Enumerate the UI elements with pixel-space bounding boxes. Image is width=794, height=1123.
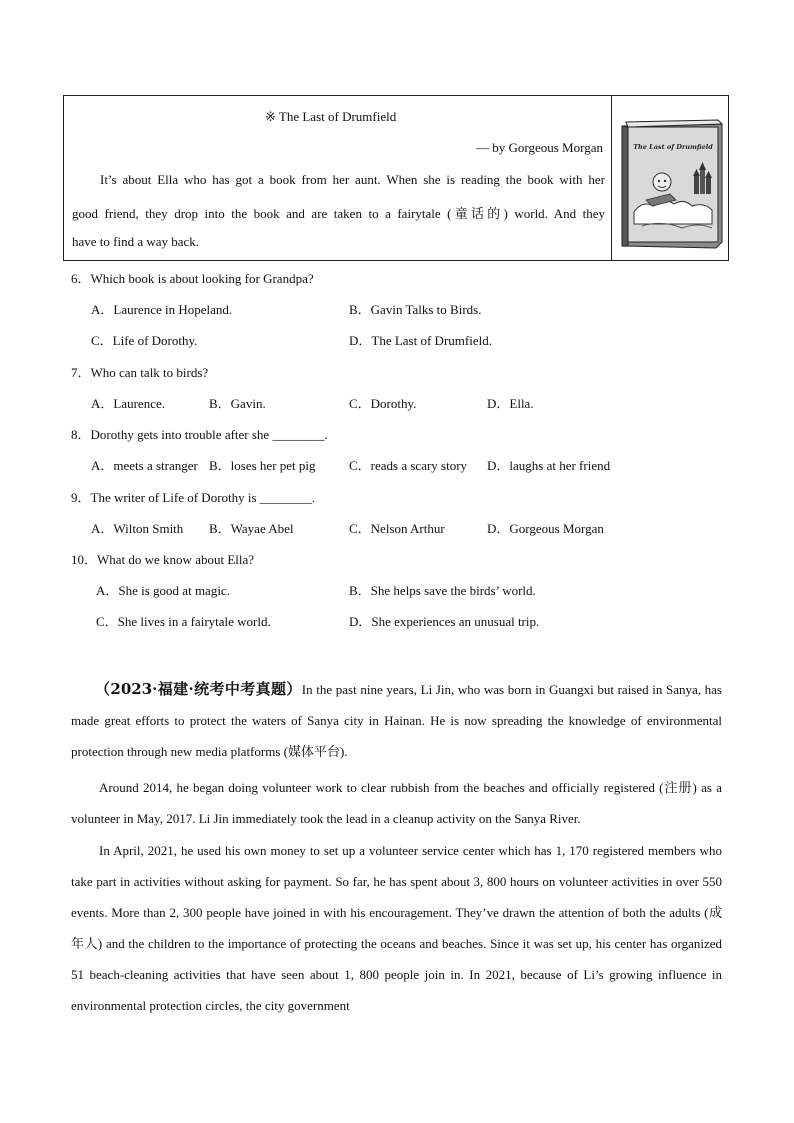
- book-title: ※ The Last of Drumfield: [265, 109, 397, 124]
- passage-paragraph-2: Around 2014, he began doing volunteer work to clear rubbish from the beaches and officially registered (注册) as a volunteer in May, 2017. Li Jin immediately took the lead in a cleanup activity on the Sanya River.: [71, 780, 722, 826]
- book-info-box: [63, 95, 729, 261]
- book-desc-line-1: It’s about Ella who has got a book from her aunt. When she is reading the book with her: [100, 172, 605, 187]
- passage-paragraph-1: [71, 674, 722, 767]
- question-8-stem: 8．Dorothy gets into trouble after she ________.: [71, 427, 328, 442]
- book-desc-line-3: have to find a way back.: [72, 234, 200, 249]
- question-9-option-c: C．Nelson Arthur: [349, 521, 445, 536]
- passage-heading: （2023·福建·统考中考真题）: [95, 680, 302, 698]
- question-8-option-b: B．loses her pet pig: [209, 458, 316, 473]
- question-7-stem: 7．Who can talk to birds?: [71, 365, 209, 380]
- question-6-option-a: A．Laurence in Hopeland.: [91, 302, 233, 317]
- book-author: — by Gorgeous Morgan: [476, 140, 603, 155]
- question-8-option-c: C．reads a scary story: [349, 458, 468, 473]
- question-9-option-b: B．Wayae Abel: [209, 521, 294, 536]
- question-10-option-c: C．She lives in a fairytale world.: [96, 614, 271, 629]
- question-6-stem: 6．Which book is about looking for Grandpa?: [71, 271, 314, 286]
- question-9-stem: 9．The writer of Life of Dorothy is ________.: [71, 490, 316, 505]
- question-9-option-a: A．Wilton Smith: [91, 521, 184, 536]
- question-9-option-d: D．Gorgeous Morgan: [487, 521, 604, 536]
- book-cover-title: The Last of Drumfield: [633, 143, 713, 151]
- question-7-option-b: B．Gavin.: [209, 396, 266, 411]
- question-10-option-b: B．She helps save the birds’ world.: [349, 583, 536, 598]
- question-10-stem: 10．What do we know about Ella?: [71, 552, 255, 567]
- book-cover-image: [612, 96, 728, 260]
- question-7-option-d: D．Ella.: [487, 396, 534, 411]
- question-7-option-a: A．Laurence.: [91, 396, 165, 411]
- question-8-option-a: A．meets a stranger: [91, 458, 198, 473]
- question-10-option-d: D．She experiences an unusual trip.: [349, 614, 540, 629]
- question-6-option-c: C．Life of Dorothy.: [91, 333, 198, 348]
- passage-paragraph-1-text: In the past nine years, Li Jin, who was born in Guangxi but raised in Sanya, has made great efforts to protect the waters of Sanya city in Hainan. He is now spreading the knowledge of environmental protection through new media platforms (媒体平台).: [71, 682, 722, 759]
- book-cover-cell: [612, 96, 728, 260]
- book-desc-line-2: good friend, they drop into the book and are taken to a fairytale (童话的) world. And they: [72, 206, 605, 221]
- question-8-option-d: D．laughs at her friend: [487, 458, 611, 473]
- question-7-option-c: C．Dorothy.: [349, 396, 417, 411]
- question-6-option-b: B．Gavin Talks to Birds.: [349, 302, 482, 317]
- question-6-option-d: D．The Last of Drumfield.: [349, 333, 492, 348]
- question-10-option-a: A．She is good at magic.: [96, 583, 230, 598]
- passage-paragraph-3: In April, 2021, he used his own money to set up a volunteer service center which has 1, 170 registered members who take part in activities without asking for payment. So far, he has spent about 3, 800 hours on volunteer activities in over 550 events. More than 2, 300 people have joined in with his encouragement. They’ve drawn the attention of both the adults (成年人) and the children to the importance of protecting the oceans and beaches. Since it was set up, his center has organized 51 beach-cleaning activities that have seen about 1, 800 people join in. In 2021, because of Li’s growing influence in environmental protection circles, the city government: [71, 843, 722, 1013]
- book-description-cell: [64, 96, 612, 260]
